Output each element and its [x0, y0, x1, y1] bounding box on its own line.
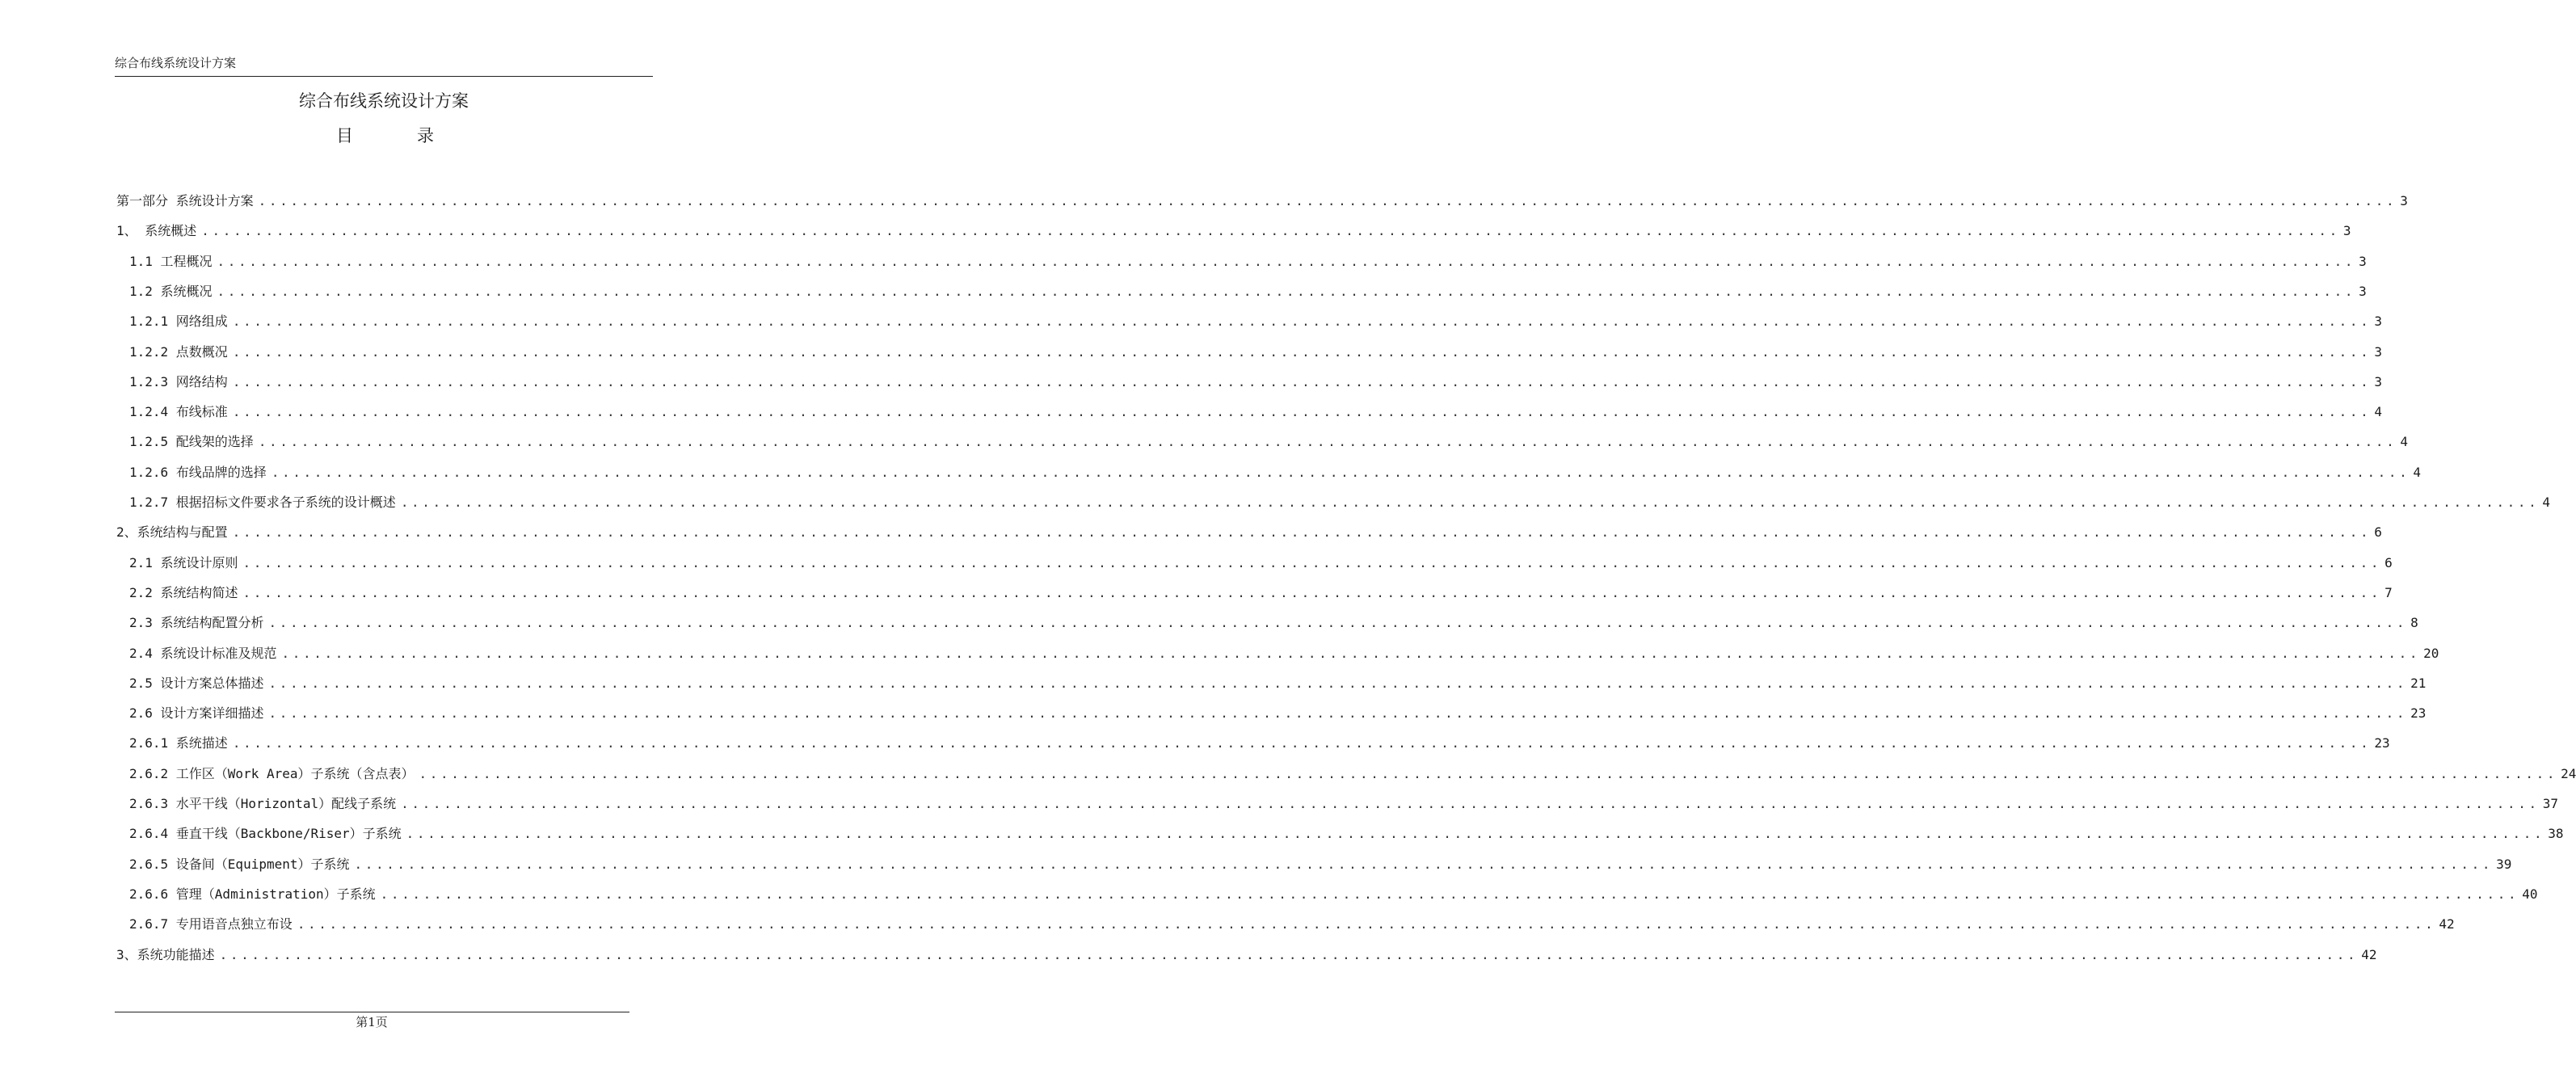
toc-entry-page: 7 [2384, 584, 2393, 600]
toc-entry-label: 2.6.2 工作区（Work Area）子系统（含点表） [129, 765, 415, 781]
toc-leader-dots: ........................................................................................................................................................................................................ [217, 253, 2356, 269]
toc-leader-dots: ........................................................................................................................................................................................................ [271, 464, 2410, 480]
toc-entry-label: 2.5 设计方案总体描述 [129, 675, 264, 691]
toc-leader-dots: ........................................................................................................................................................................................................ [297, 916, 2436, 932]
toc-entry-label: 1.2.3 网络结构 [129, 373, 228, 389]
page-number: 第1页 [356, 1015, 388, 1029]
toc-entry-label: 1.2.1 网络组成 [129, 314, 228, 330]
toc-heading-char-2: 录 [417, 126, 434, 145]
toc-entry-page: 21 [2410, 675, 2427, 691]
toc-heading [0, 123, 768, 149]
toc-entry-page: 23 [2410, 705, 2427, 722]
toc-entry[interactable] [116, 218, 2351, 244]
toc-entry[interactable] [129, 460, 2422, 486]
toc-leader-dots: ........................................................................................................................................................................................................ [354, 856, 2494, 872]
toc-entry-page: 37 [2542, 796, 2558, 811]
toc-entry-page: 6 [2374, 524, 2382, 541]
toc-entry[interactable] [129, 279, 2367, 305]
toc-leader-dots: ........................................................................................................................................................................................................ [232, 735, 2372, 751]
toc-entry-page: 3 [2359, 283, 2367, 299]
toc-heading-char-1: 目 [336, 126, 353, 145]
toc-entry-label: 2.4 系统设计标准及规范 [129, 645, 277, 661]
running-header-title: 综合布线系统设计方案 [115, 56, 237, 70]
toc-entry[interactable] [116, 188, 2408, 214]
toc-entry-page: 3 [2374, 314, 2383, 330]
toc-entry-label: 2.6.4 垂直干线（Backbone/Riser）子系统 [129, 826, 402, 842]
toc-leader-dots: ........................................................................................................................................................................................................ [400, 495, 2540, 510]
toc-entry-label: 2.6.1 系统描述 [129, 735, 228, 751]
toc-entry[interactable] [129, 399, 2383, 425]
toc-leader-dots: ........................................................................................................................................................................................................ [268, 675, 2408, 691]
toc-entry-label: 2.6.5 设备间（Equipment）子系统 [129, 856, 350, 872]
toc-entry[interactable] [129, 671, 2427, 697]
toc-entry[interactable] [116, 520, 2382, 545]
toc-entry[interactable] [129, 249, 2367, 275]
toc-entry[interactable] [129, 791, 2558, 817]
toc-entry-page: 40 [2522, 886, 2538, 902]
toc-leader-dots: ........................................................................................................................................................................................................ [281, 645, 2421, 661]
toc-leader-dots: ........................................................................................................................................................................................................ [217, 283, 2356, 299]
toc-entry-label: 第一部分 系统设计方案 [116, 193, 254, 208]
toc-entry-page: 4 [2542, 495, 2551, 510]
toc-entry-page: 4 [2400, 434, 2409, 450]
toc-entry[interactable] [129, 369, 2383, 395]
document-title: 综合布线系统设计方案 [299, 91, 469, 111]
toc-leader-dots: ........................................................................................................................................................................................................ [258, 434, 2397, 450]
toc-leader-dots: ........................................................................................................................................................................................................ [268, 615, 2408, 631]
toc-entry[interactable] [129, 309, 2383, 335]
toc-leader-dots: ........................................................................................................................................................................................................ [242, 554, 2382, 570]
toc-leader-dots: ........................................................................................................................................................................................................ [232, 343, 2372, 360]
toc-entry-label: 1.2 系统概况 [129, 283, 213, 299]
toc-leader-dots: ........................................................................................................................................................................................................ [232, 524, 2372, 541]
toc-entry[interactable] [129, 882, 2538, 907]
toc-leader-dots: ........................................................................................................................................................................................................ [232, 314, 2372, 330]
toc-entry-page: 6 [2384, 554, 2393, 570]
toc-leader-dots: ........................................................................................................................................................................................................ [201, 223, 2340, 239]
toc-entry[interactable] [129, 761, 2576, 787]
toc-leader-dots: ........................................................................................................................................................................................................ [219, 946, 2359, 962]
toc-entry-label: 2.6.6 管理（Administration）子系统 [129, 886, 376, 902]
toc-entry[interactable] [129, 821, 2564, 847]
toc-entry[interactable] [129, 339, 2383, 365]
toc-entry-label: 2.3 系统结构配置分析 [129, 615, 264, 631]
toc-entry-page: 20 [2423, 645, 2439, 661]
toc-leader-dots: ........................................................................................................................................................................................................ [419, 765, 2558, 781]
toc-entry-label: 2.6.3 水平干线（Horizontal）配线子系统 [129, 796, 397, 811]
toc-entry-page: 4 [2374, 404, 2383, 420]
toc-entry-page: 24 [2561, 765, 2576, 781]
toc-entry[interactable] [129, 701, 2427, 726]
toc-entry[interactable] [129, 580, 2393, 606]
toc-entry-page: 23 [2374, 735, 2390, 751]
toc-entry[interactable] [116, 942, 2377, 968]
toc-entry-page: 42 [2361, 946, 2377, 962]
toc-entry-label: 2、系统结构与配置 [116, 524, 228, 541]
toc-entry-page: 3 [2342, 223, 2351, 239]
toc-entry[interactable] [129, 852, 2512, 878]
toc-entry-label: 2.1 系统设计原则 [129, 554, 238, 570]
toc-entry-label: 1、 系统概述 [116, 223, 197, 239]
toc-entry-label: 1.2.4 布线标准 [129, 404, 228, 420]
toc-entry[interactable] [129, 730, 2390, 756]
toc-entry-label: 2.6 设计方案详细描述 [129, 705, 264, 722]
toc-entry[interactable] [129, 490, 2551, 516]
toc-entry[interactable] [129, 610, 2418, 636]
toc-entry-page: 3 [2359, 253, 2367, 269]
toc-entry-page: 42 [2439, 916, 2455, 932]
toc-entry-page: 3 [2374, 343, 2383, 360]
toc-leader-dots: ........................................................................................................................................................................................................ [401, 796, 2540, 811]
toc-leader-dots: ........................................................................................................................................................................................................ [232, 373, 2372, 389]
toc-leader-dots: ........................................................................................................................................................................................................ [406, 826, 2545, 842]
toc-leader-dots: ........................................................................................................................................................................................................ [268, 705, 2408, 722]
toc-leader-dots: ........................................................................................................................................................................................................ [258, 193, 2397, 208]
toc-entry-label: 1.2.2 点数概况 [129, 343, 228, 360]
toc-entry-label: 3、系统功能描述 [116, 946, 215, 962]
toc-entry[interactable] [129, 550, 2393, 576]
toc-entry-label: 1.1 工程概况 [129, 253, 213, 269]
toc-entry-page: 38 [2548, 826, 2564, 842]
toc-entry-label: 1.2.7 根据招标文件要求各子系统的设计概述 [129, 495, 396, 510]
toc-entry-page: 8 [2410, 615, 2418, 631]
toc-entry-page: 3 [2400, 193, 2408, 208]
toc-entry[interactable] [129, 641, 2439, 667]
toc-entry-page: 3 [2374, 373, 2383, 389]
toc-entry-label: 1.2.5 配线架的选择 [129, 434, 254, 450]
toc-entry[interactable] [129, 429, 2409, 455]
toc-entry-page: 4 [2413, 464, 2422, 480]
toc-entry-label: 1.2.6 布线品牌的选择 [129, 464, 267, 480]
toc-leader-dots: ........................................................................................................................................................................................................ [232, 404, 2372, 420]
toc-leader-dots: ........................................................................................................................................................................................................ [380, 886, 2519, 902]
toc-entry[interactable] [129, 911, 2455, 937]
toc-entry-label: 2.2 系统结构简述 [129, 584, 238, 600]
running-header [115, 53, 653, 77]
toc-entry-label: 2.6.7 专用语音点独立布设 [129, 916, 293, 932]
toc-entry-page: 39 [2496, 856, 2512, 872]
toc-leader-dots: ........................................................................................................................................................................................................ [242, 584, 2382, 600]
